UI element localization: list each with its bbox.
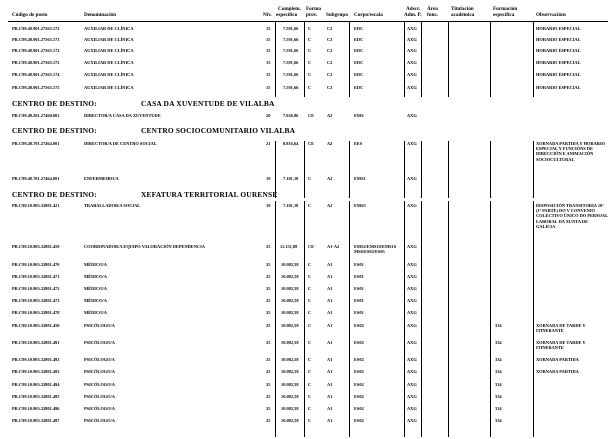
cell-complemento: 10.082,58	[281, 298, 299, 303]
cell-forma: C	[308, 26, 312, 31]
cell-complemento: 10.082,58	[281, 394, 299, 399]
col-header-corpo: Corpo/escala	[354, 12, 383, 18]
cell-subgrupo: A1	[327, 262, 333, 267]
divider	[275, 22, 276, 97]
cell-codigo: PR.C99.48.901.27565.173	[12, 37, 60, 42]
cell-forma: CE	[308, 113, 315, 118]
table-header	[0, 0, 615, 22]
cell-denominacion: PSICÓLOGO/A	[84, 340, 115, 345]
cell-corpo: EDC	[354, 48, 364, 53]
cell-denominacion: MÉDICO/A	[84, 310, 107, 315]
cell-complemento: 10.082,58	[281, 406, 299, 411]
cell-niv: 15	[266, 26, 271, 31]
col-header-titulacion-1: Titulación	[451, 6, 474, 12]
cell-denominacion: MÉDICO/A	[84, 298, 107, 303]
cell-subgrupo: C2	[327, 60, 333, 65]
cell-niv: 15	[266, 85, 271, 90]
cell-adscr: AXG	[407, 113, 417, 118]
cell-codigo: PR.C99.48.901.27565.174	[12, 72, 60, 77]
cell-complemento: 10.082,58	[281, 323, 299, 328]
cell-formacion: 334	[495, 340, 502, 345]
cell-corpo: EDC	[354, 85, 364, 90]
cell-corpo: ES02	[354, 394, 364, 399]
col-header-formacion-2: específica	[493, 12, 515, 18]
cell-adscr: AXG	[407, 340, 417, 345]
cell-forma: C	[308, 369, 312, 374]
cell-forma: C	[308, 85, 312, 90]
divider	[349, 201, 350, 437]
cell-codigo: PR.C99.48.701.27464.001	[12, 176, 60, 181]
cell-forma: C	[308, 310, 312, 315]
cell-forma: C	[308, 72, 312, 77]
cell-forma: C	[308, 357, 312, 362]
cell-corpo: ES02	[354, 418, 364, 423]
cell-corpo: ES02	[354, 382, 364, 387]
col-header-forma-2: prov.	[306, 12, 318, 18]
cell-observacions: DISPOSICIÓN TRANSITORIA 10ª (1ª PARTE) DO V CONVENIO COLECTIVO ÚNICO DO PERSOAL LABORAL DA XUNTA DE GALICIA	[536, 203, 608, 229]
divider	[490, 201, 491, 437]
cell-corpo: ES01	[354, 298, 364, 303]
cell-forma: C	[308, 382, 312, 387]
cell-corpo: ES01	[354, 262, 364, 267]
cell-corpo: ES02	[354, 340, 364, 345]
cell-niv: 25	[266, 340, 271, 345]
cell-denominacion: TRABALLADOR/A SOCIAL	[84, 203, 141, 208]
cell-niv: 15	[266, 37, 271, 42]
divider	[448, 22, 449, 97]
cell-niv: 25	[266, 323, 271, 328]
cell-denominacion: PSICÓLOGO/A	[84, 369, 115, 374]
cell-subgrupo: A1	[327, 406, 333, 411]
cell-adscr: AXG	[407, 60, 417, 65]
cell-codigo: PR.C99.10.903.32801.496	[12, 406, 60, 411]
cell-corpo: EES	[354, 141, 363, 146]
col-header-niv: Niv.	[263, 12, 272, 18]
cell-observacions: XORNADA PARTIDA	[536, 357, 579, 362]
cell-codigo: PR.C99.10.903.32801.495	[12, 394, 60, 399]
cell-subgrupo: A1	[327, 323, 333, 328]
header-rule	[8, 21, 608, 22]
cell-corpo: ES01	[354, 310, 364, 315]
cell-forma: C	[308, 37, 312, 42]
cell-codigo: PR.C99.48.901.27565.172	[12, 48, 60, 53]
cell-denominacion: DIRECTOR/A CASA DA XUVENTUDE	[84, 113, 161, 118]
cell-codigo: PR.C99.48.901.27565.172	[12, 26, 60, 31]
cell-observacions: HORARIO ESPECIAL	[536, 26, 581, 31]
cell-adscr: AXG	[407, 286, 417, 291]
cell-corpo: ES02	[354, 369, 364, 374]
cell-corpo: EMS1	[354, 176, 366, 181]
cell-forma: CE	[308, 244, 315, 249]
cell-denominacion: PSICÓLOGO/A	[84, 382, 115, 387]
cell-formacion: 334	[495, 382, 502, 387]
cell-niv: 25	[266, 298, 271, 303]
cell-subgrupo: C2	[327, 48, 333, 53]
cell-niv: 21	[266, 141, 271, 146]
col-header-area-1: Área	[427, 6, 438, 12]
cell-denominacion: PSICÓLOGO/A	[84, 357, 115, 362]
cell-adscr: AXG	[407, 85, 417, 90]
col-header-titulacion-2: académica	[451, 12, 475, 18]
cell-observacions: HORARIO ESPECIAL	[536, 72, 581, 77]
cell-corpo: EDC	[354, 72, 364, 77]
cell-niv: 25	[266, 274, 271, 279]
section-name: CENTRO SOCIOCOMUNITARIO VILALBA	[141, 126, 296, 135]
cell-denominacion: MÉDICO/A	[84, 286, 107, 291]
cell-corpo: ES01	[354, 274, 364, 279]
cell-subgrupo: A1	[327, 274, 333, 279]
cell-forma: C	[308, 418, 312, 423]
cell-subgrupo: A2	[327, 113, 333, 118]
cell-formacion: 334	[495, 394, 502, 399]
cell-niv: 25	[266, 310, 271, 315]
cell-adscr: AXG	[407, 298, 417, 303]
cell-complemento: 10.082,58	[281, 357, 299, 362]
cell-subgrupo: A1	[327, 298, 333, 303]
cell-complemento: 10.082,58	[281, 262, 299, 267]
divider	[304, 22, 305, 97]
cell-adscr: AXG	[407, 203, 417, 208]
cell-complemento: 10.082,58	[281, 286, 299, 291]
cell-denominacion: ENFERMEIRO/A	[84, 176, 119, 181]
col-header-area-2: func.	[427, 12, 439, 18]
col-header-subgrupo: Subgrupo	[326, 12, 348, 18]
cell-niv: 15	[266, 72, 271, 77]
cell-codigo: PR.C99.10.903.32801.491	[12, 340, 60, 345]
divider	[404, 22, 405, 97]
cell-adscr: AXG	[407, 418, 417, 423]
cell-complemento: 10.082,58	[281, 340, 299, 345]
cell-formacion: 334	[495, 406, 502, 411]
cell-denominacion: AUXILIAR DE CLÍNICA	[84, 48, 134, 53]
cell-adscr: AXG	[407, 310, 417, 315]
cell-adscr: AXG	[407, 141, 417, 146]
cell-codigo: PR.C99.10.903.32801.494	[12, 382, 60, 387]
cell-codigo: PR.C99.48.901.27565.175	[12, 85, 60, 90]
cell-denominacion: DIRECTOR/A DE CENTRO SOCIAL	[84, 141, 157, 146]
cell-adscr: AXG	[407, 72, 417, 77]
section-heading	[0, 126, 615, 135]
section-heading	[0, 190, 615, 199]
cell-adscr: AXG	[407, 262, 417, 267]
cell-formacion: 334	[495, 357, 502, 362]
col-header-complem-1: Complem.	[278, 6, 301, 12]
cell-codigo: PR.C99.10.903.32801.492	[12, 357, 60, 362]
cell-codigo: PR.C99.48.201.27460.001	[12, 113, 60, 118]
col-header-codigo: Código de posto	[12, 12, 48, 18]
cell-niv: 15	[266, 60, 271, 65]
cell-adscr: AXG	[407, 176, 417, 181]
cell-subgrupo: A1	[327, 382, 333, 387]
cell-corpo: ES01	[354, 286, 364, 291]
cell-subgrupo: A1-A2	[327, 244, 340, 249]
cell-forma: C	[308, 298, 312, 303]
cell-observacions: HORARIO ESPECIAL	[536, 85, 581, 90]
cell-adscr: AXG	[407, 244, 417, 249]
section-label: CENTRO DE DESTINO:	[12, 126, 97, 135]
divider	[304, 201, 305, 437]
cell-codigo: PR.C99.10.903.32801.493	[12, 369, 60, 374]
cell-forma: CE	[308, 141, 315, 146]
cell-subgrupo: A1	[327, 418, 333, 423]
cell-niv: 15	[266, 48, 271, 53]
cell-niv: 25	[266, 369, 271, 374]
cell-denominacion: COORDINADOR/A EQUIPO VALORACIÓN DEPENDENCIA	[84, 244, 205, 249]
cell-niv: 25	[266, 244, 271, 249]
cell-denominacion: PSICÓLOGO/A	[84, 394, 115, 399]
cell-subgrupo: A1	[327, 369, 333, 374]
cell-niv: 19	[266, 176, 271, 181]
cell-adscr: AXG	[407, 369, 417, 374]
col-header-denominacion: Denominación	[84, 12, 116, 18]
cell-subgrupo: A2	[327, 203, 333, 208]
cell-complemento: 10.082,58	[281, 382, 299, 387]
cell-denominacion: PSICÓLOGO/A	[84, 323, 115, 328]
cell-forma: C	[308, 406, 312, 411]
cell-corpo: EMS5	[354, 203, 366, 208]
cell-niv: 20	[266, 113, 271, 118]
cell-codigo: PR.C99.10.903.32801.421	[12, 203, 60, 208]
cell-complemento: 11.151,88	[280, 244, 298, 249]
cell-complemento: 7.591,66	[283, 85, 299, 90]
cell-codigo: PR.C99.10.903.32801.471	[12, 274, 60, 279]
cell-codigo: PR.C99.10.903.32801.478	[12, 310, 60, 315]
section-name: XEFATURA TERRITORIAL OURENSE	[141, 190, 278, 199]
cell-codigo: PR.C99.48.701.27464.001	[12, 141, 60, 146]
cell-corpo: EMS	[354, 113, 364, 118]
cell-subgrupo: A1	[327, 394, 333, 399]
cell-codigo: PR.C99.48.901.27565.172	[12, 60, 60, 65]
cell-complemento: 7.926,96	[283, 113, 299, 118]
cell-subgrupo: C2	[327, 72, 333, 77]
divider	[533, 201, 534, 437]
cell-subgrupo: A1	[327, 340, 333, 345]
cell-denominacion: PSICÓLOGO/A	[84, 406, 115, 411]
cell-niv: 19	[266, 203, 271, 208]
cell-adscr: AXG	[407, 394, 417, 399]
cell-codigo: PR.C99.10.903.32801.450	[12, 323, 60, 328]
cell-adscr: AXG	[407, 406, 417, 411]
cell-denominacion: AUXILIAR DE CLÍNICA	[84, 26, 134, 31]
cell-observacions: HORARIO ESPECIAL	[536, 60, 581, 65]
cell-corpo: ES02	[354, 357, 364, 362]
cell-codigo: PR.C99.10.903.32801.497	[12, 418, 60, 423]
cell-adscr: AXG	[407, 274, 417, 279]
cell-denominacion: AUXILIAR DE CLÍNICA	[84, 60, 134, 65]
cell-complemento: 7.591,66	[283, 48, 299, 53]
col-header-observacions: Observacións	[536, 12, 566, 18]
col-header-adscr-1: Adscr.	[406, 6, 421, 12]
cell-adscr: AXG	[407, 323, 417, 328]
cell-forma: C	[308, 274, 312, 279]
cell-corpo: EDC	[354, 26, 364, 31]
divider	[404, 201, 405, 437]
cell-denominacion: AUXILIAR DE CLÍNICA	[84, 72, 134, 77]
cell-formacion: 334	[495, 323, 502, 328]
cell-forma: C	[308, 286, 312, 291]
cell-denominacion: MÉDICO/A	[84, 262, 107, 267]
cell-niv: 25	[266, 262, 271, 267]
cell-adscr: AXG	[407, 357, 417, 362]
section-label: CENTRO DE DESTINO:	[12, 190, 97, 199]
divider	[275, 201, 276, 437]
cell-niv: 25	[266, 382, 271, 387]
col-header-adscr-2: Adm. P.	[404, 12, 422, 18]
cell-forma: C	[308, 48, 312, 53]
cell-niv: 25	[266, 406, 271, 411]
divider	[448, 201, 449, 437]
cell-forma: C	[308, 394, 312, 399]
cell-denominacion: MÉDICO/A	[84, 274, 107, 279]
cell-adscr: AXG	[407, 37, 417, 42]
cell-subgrupo: C2	[327, 26, 333, 31]
col-header-complem-2: específico	[276, 12, 298, 18]
cell-complemento: 7.591,66	[283, 60, 299, 65]
cell-forma: C	[308, 340, 312, 345]
cell-adscr: AXG	[407, 26, 417, 31]
cell-corpo: ES02	[354, 406, 364, 411]
cell-formacion: 334	[495, 369, 502, 374]
cell-observacions: HORARIO ESPECIAL	[536, 37, 581, 42]
cell-complemento: 7.591,66	[283, 72, 299, 77]
cell-complemento: 7.101,18	[283, 176, 299, 181]
section-name: CASA DA XUVENTUDE DE VILALBA	[141, 99, 275, 108]
cell-complemento: 10.082,58	[281, 274, 299, 279]
cell-niv: 25	[266, 394, 271, 399]
cell-complemento: 10.082,58	[281, 369, 299, 374]
col-header-forma-1: Forma	[306, 6, 321, 12]
cell-niv: 25	[266, 418, 271, 423]
cell-observacions: XORNADA DE TARDE Y ITINERANTE	[536, 323, 586, 334]
cell-corpo: EDC	[354, 37, 364, 42]
cell-formacion: 334	[495, 418, 502, 423]
cell-denominacion: AUXILIAR DE CLÍNICA	[84, 85, 134, 90]
cell-observacions: XORNADA PARTIDA Y HORARIO ESPECIAL Y FUNCIÓNS DE DIRECCIÓN E ANIMACIÓN SOCIOCULTURAL	[536, 141, 606, 162]
cell-subgrupo: A1	[327, 286, 333, 291]
cell-complemento: 7.101,18	[283, 203, 299, 208]
cell-corpo: EMS2/EMS10/EMS1S MS6/ES02/ES03	[354, 244, 397, 255]
cell-subgrupo: A1	[327, 357, 333, 362]
cell-subgrupo: C2	[327, 37, 333, 42]
divider	[349, 22, 350, 97]
cell-subgrupo: C2	[327, 85, 333, 90]
cell-observacions: XORNADA DE TARDE Y ITINERANTE	[536, 340, 586, 351]
cell-forma: C	[308, 176, 312, 181]
cell-adscr: AXG	[407, 382, 417, 387]
cell-denominacion: AUXILIAR DE CLÍNICA	[84, 37, 134, 42]
cell-niv: 25	[266, 357, 271, 362]
divider	[421, 22, 422, 97]
divider	[421, 201, 422, 437]
cell-observacions: HORARIO ESPECIAL	[536, 48, 581, 53]
cell-forma: C	[308, 60, 312, 65]
cell-corpo: ES02	[354, 323, 364, 328]
cell-codigo: PR.C99.10.903.32801.473	[12, 298, 60, 303]
cell-complemento: 10.082,58	[281, 310, 299, 315]
cell-subgrupo: A2	[327, 141, 333, 146]
divider	[490, 22, 491, 97]
cell-complemento: 7.591,66	[283, 37, 299, 42]
col-header-formacion-1: Formación	[493, 6, 518, 12]
cell-complemento: 7.591,66	[283, 26, 299, 31]
cell-niv: 25	[266, 286, 271, 291]
section-label: CENTRO DE DESTINO:	[12, 99, 97, 108]
cell-complemento: 10.082,58	[281, 418, 299, 423]
divider	[533, 22, 534, 97]
cell-subgrupo: A1	[327, 310, 333, 315]
cell-forma: C	[308, 203, 312, 208]
cell-forma: C	[308, 323, 312, 328]
section-heading	[0, 99, 615, 108]
cell-codigo: PR.C99.10.903.32801.472	[12, 286, 60, 291]
cell-subgrupo: A2	[327, 176, 333, 181]
cell-corpo: EDC	[354, 60, 364, 65]
cell-codigo: PR.C99.10.903.32801.459	[12, 244, 60, 249]
cell-denominacion: PSICÓLOGO/A	[84, 418, 115, 423]
cell-observacions: XORNADA PARTIDA	[536, 369, 579, 374]
cell-adscr: AXG	[407, 48, 417, 53]
cell-complemento: 8.816,64	[283, 141, 299, 146]
cell-forma: C	[308, 262, 312, 267]
cell-codigo: PR.C99.10.903.32801.470	[12, 262, 60, 267]
